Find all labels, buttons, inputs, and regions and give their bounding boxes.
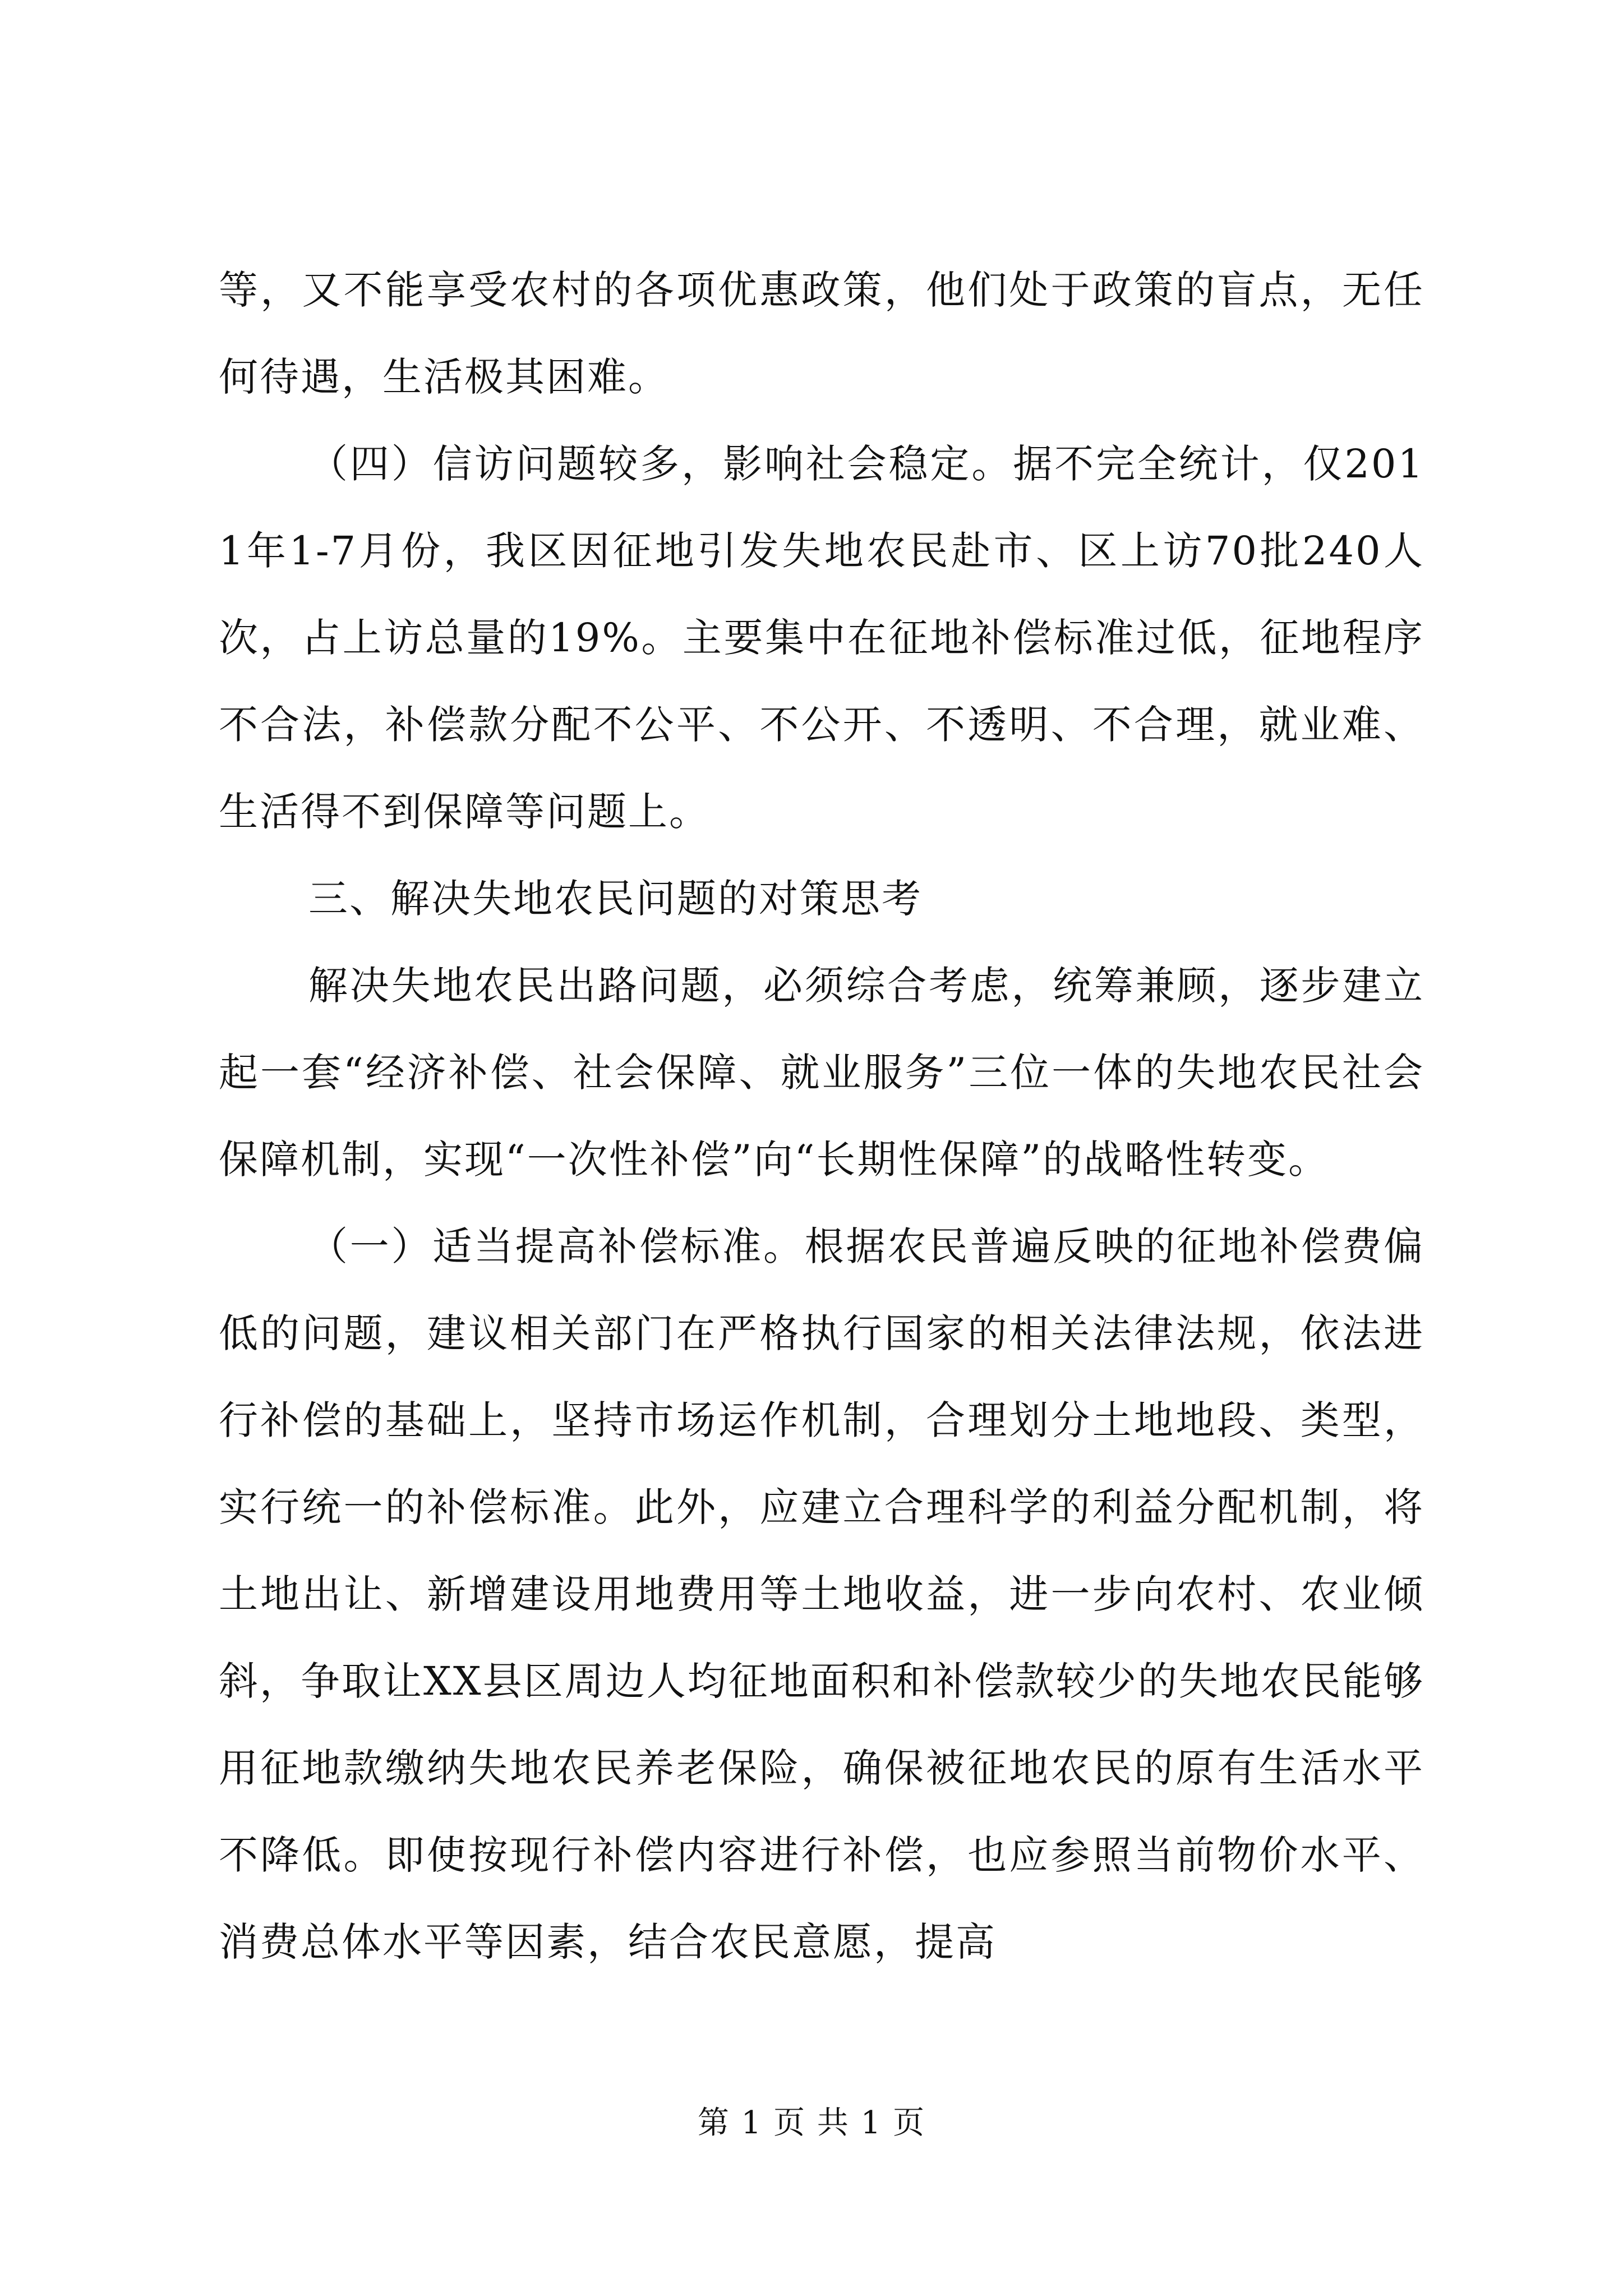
section-heading-countermeasures: 三、解决失地农民问题的对策思考 [308,876,923,922]
document-body [219,247,1424,1986]
paragraph-social-security-mechanism: 解决失地农民出路问题，必须综合考虑，统筹兼顾，逐步建立起一套“经济补偿、社会保障、就业服务”三位一体的失地农民社会保障机制，实现“一次性补偿”向“长期性保障”的战略性转变。 [219,963,1424,1182]
paragraph-raise-compensation: （一）适当提高补偿标准。根据农民普遍反映的征地补偿费偏低的问题，建议相关部门在严格执行国家的相关法律法规，依法进行补偿的基础上，坚持市场运作机制，合理划分土地地段、类型，实行统一的补偿标准。此外，应建立合理科学的利益分配机制，将土地出让、新增建设用地费用等土地收益，进一步向农村、农业倾斜，争取让XX县区周边人均征地面积和补偿款较少的失地农民能够用征地款缴纳失地农民养老保险，确保被征地农民的原有生活水平不降低。即使按现行补偿内容进行补偿，也应参照当前物价水平、消费总体水平等因素，结合农民意愿，提高 [219,1223,1424,1965]
paragraph-petition-issues: （四）信访问题较多，影响社会稳定。据不完全统计，仅2011年1-7月份，我区因征地引发失地农民赴市、区上访70批240人次，占上访总量的19%。主要集中在征地补偿标准过低，征地程序不合法，补偿款分配不公平、不公开、不透明、不合理，就业难、生活得不到保障等问题上。 [219,441,1424,835]
paragraph-continuation: 等，又不能享受农村的各项优惠政策，他们处于政策的盲点，无任何待遇，生活极其困难。 [219,267,1424,400]
page-footer: 第 1 页 共 1 页 [697,2105,926,2141]
